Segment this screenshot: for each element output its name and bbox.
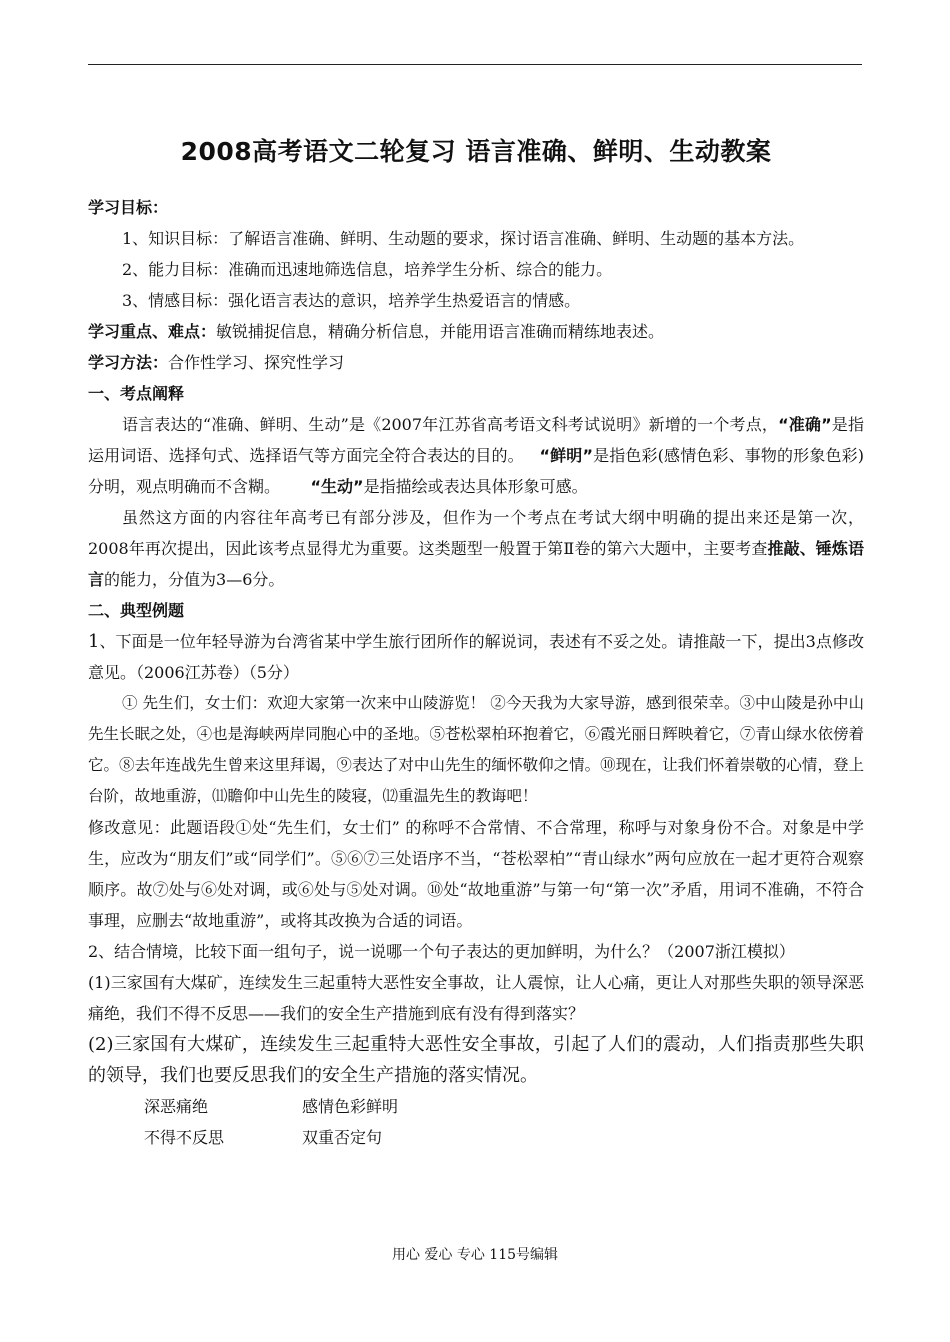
goal-1: 1、知识目标：了解语言准确、鲜明、生动题的要求，探讨语言准确、鲜明、生动题的基本方法。 [122,229,805,248]
section-1-paragraph-1: 语言表达的“准确、鲜明、生动”是《2007年江苏省高考语文科考试说明》新增的一个考点，“准确”是指运用词语、选择句式、选择语气等方面完全符合表达的目的。 “鲜明”是指色彩(感情色彩、事物的形象色彩)分明，观点明确而不含糊。 “生动”是指描绘或表达具体形象可感。 [88,415,864,496]
analysis-pair [88,1091,864,1122]
goals-heading: 学习目标： [88,198,169,217]
question-2: 2、结合情境，比较下面一组句子，说一说哪一个句子表达的更加鲜明，为什么？（2007浙江模拟） [88,942,795,961]
question-2-sentence-1: (1)三家国有大煤矿，连续发生三起重特大恶性安全事故，让人震惊，让人心痛，更让人对那些失职的领导深恶痛绝，我们不得不反思——我们的安全生产措施到底有没有得到落实？ [88,973,864,1023]
analysis-term: 深恶痛绝 [144,1097,209,1116]
page-footer: 用心 爱心 专心 115号编辑 [391,1247,559,1263]
analysis-note: 感情色彩鲜明 [302,1097,399,1116]
analysis-term: 不得不反思 [144,1128,225,1147]
header-rule [88,64,862,65]
focus-line: 学习重点、难点：敏锐捕捉信息，精确分析信息，并能用语言准确而精练地表述。 [88,322,665,341]
document-body [88,134,864,1153]
document-title: 2008高考语文二轮复习 语言准确、鲜明、生动教案 [180,137,772,166]
analysis-pair [88,1122,864,1153]
section-1-heading: 一、考点阐释 [88,384,185,403]
section-1-paragraph-2: 虽然这方面的内容往年高考已有部分涉及，但作为一个考点在考试大纲中明确的提出来还是第一次，2008年再次提出，因此该考点显得尤为重要。这类题型一般置于第Ⅱ卷的第六大题中，主要考查推敲、锤炼语言的能力，分值为3—6分。 [88,508,864,589]
goal-2: 2、能力目标：准确而迅速地筛选信息，培养学生分析、综合的能力。 [122,260,613,279]
analysis-note: 双重否定句 [302,1128,383,1147]
question-2-sentence-2: (2)三家国有大煤矿，连续发生三起重特大恶性安全事故，引起了人们的震动，人们指责那些失职的领导，我们也要反思我们的安全生产措施的落实情况。 [88,1034,864,1086]
goal-3: 3、情感目标：强化语言表达的意识，培养学生热爱语言的情感。 [122,291,581,310]
question-1-answer: 修改意见：此题语段①处“先生们，女士们” 的称呼不合常情、不合常理，称呼与对象身份不合。对象是中学生，应改为“朋友们”或“同学们”。⑤⑥⑦三处语序不当，“苍松翠柏”“青山绿水”两句应放在一起才更符合观察顺序。故⑦处与⑥处对调，或⑥处与⑤处对调。⑩处“故地重游”与第一句“第一次”矛盾，用词不准确，不符合事理，应删去“故地重游”，或将其改换为合适的词语。 [88,818,864,930]
question-1-passage: ① 先生们，女士们：欢迎大家第一次来中山陵游览！ ②今天我为大家导游，感到很荣幸。③中山陵是孙中山先生长眠之处，④也是海峡两岸同胞心中的圣地。⑤苍松翠柏环抱着它，⑥霞光丽日辉映着它，⑦青山绿水依傍着它。⑧去年连战先生曾来这里拜谒，⑨表达了对中山先生的缅怀敬仰之情。⑩现在，让我们怀着崇敬的心情，登上台阶，故地重游，⑾瞻仰中山先生的陵寝，⑿重温先生的教诲吧！ [88,694,864,805]
question-1: 1、下面是一位年轻导游为台湾省某中学生旅行团所作的解说词，表述有不妥之处。请推敲一下，提出3点修改意见。（2006江苏卷）（5分） [88,631,864,682]
section-2-heading: 二、典型例题 [88,601,185,620]
method-line: 学习方法：合作性学习、探究性学习 [88,353,345,372]
